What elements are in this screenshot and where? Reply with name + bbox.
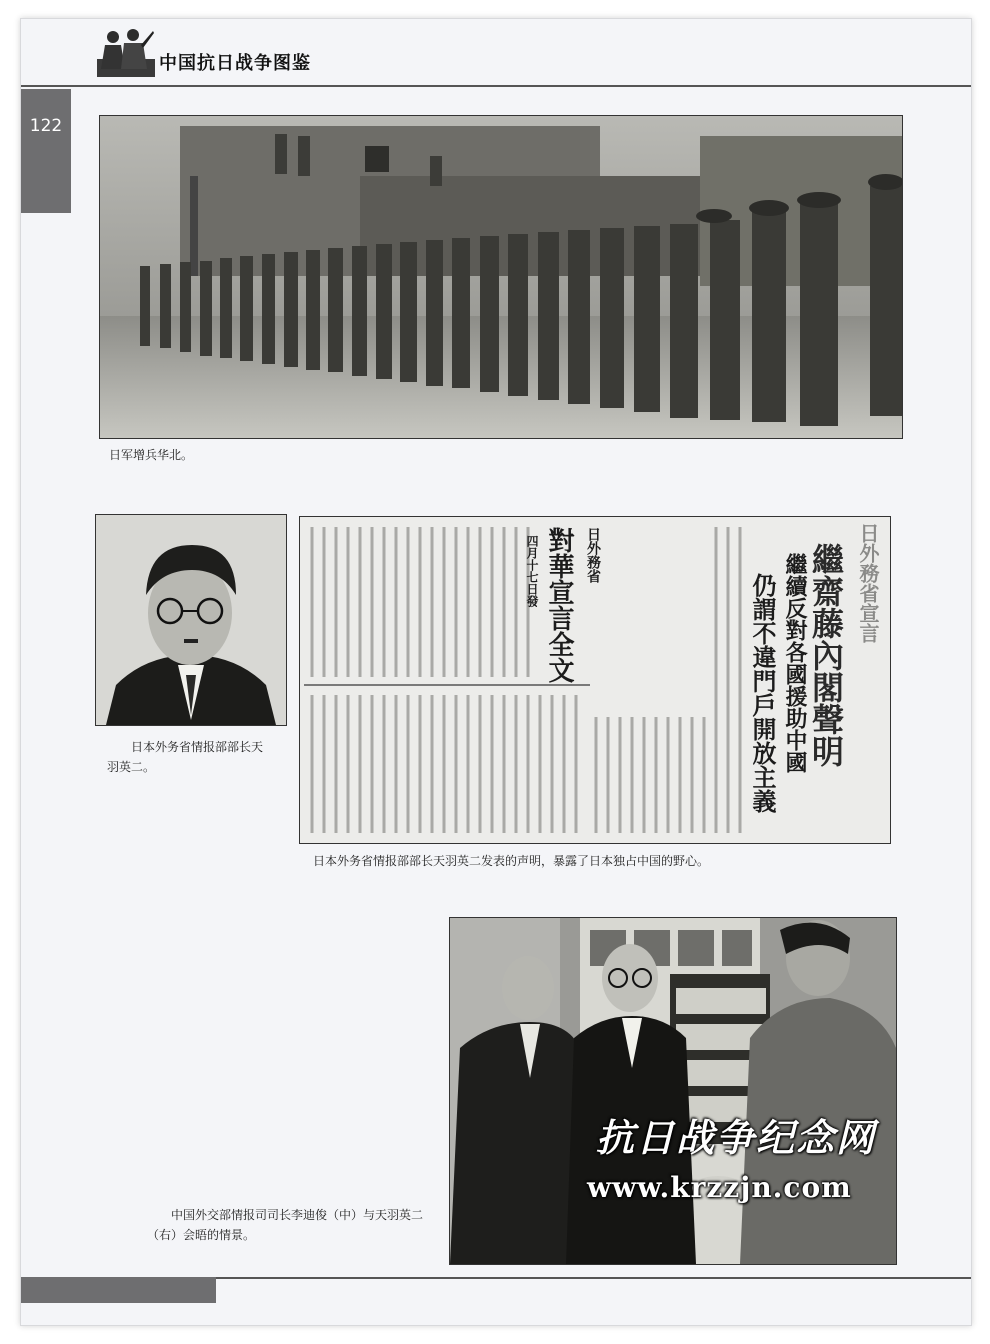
meeting-caption: 中国外交部情报司司长李迪俊（中）与天羽英二（右）会晤的情景。 bbox=[147, 1208, 424, 1242]
soldier-emblem-icon bbox=[97, 25, 155, 77]
page-header bbox=[21, 19, 971, 89]
newspaper-caption: 日本外务省情报部部长天羽英二发表的声明，暴露了日本独占中国的野心。 bbox=[313, 854, 710, 868]
portrait-caption: 日本外务省情报部部长天羽英二。 bbox=[107, 740, 264, 774]
book-title: 中国抗日战争图鉴 bbox=[159, 53, 311, 74]
troops-photo bbox=[99, 115, 903, 439]
book-page bbox=[20, 18, 972, 1326]
portrait-image bbox=[96, 515, 286, 725]
newspaper-col-1: 日外務省 bbox=[585, 527, 601, 583]
meeting-photo bbox=[449, 917, 897, 1265]
newspaper-headline-mid: 繼續反對各國援助中國 bbox=[782, 553, 808, 773]
newspaper-headline-top: 日外務省宣言 bbox=[856, 523, 880, 643]
portrait-photo bbox=[95, 514, 287, 726]
troops-caption: 日军增兵华北。 bbox=[109, 448, 194, 462]
newspaper-headline-sub: 仍謂不違門戶開放主義 bbox=[748, 573, 777, 813]
newspaper-col-3: 四月十七日發 bbox=[525, 535, 539, 607]
watermark-title: 抗日战争纪念网 bbox=[596, 1115, 877, 1160]
header-divider bbox=[21, 85, 971, 87]
page-number: 122 bbox=[29, 116, 63, 136]
meeting-image bbox=[450, 918, 896, 1264]
newspaper-col-2: 對華宣言全文 bbox=[544, 527, 574, 683]
footer-tab bbox=[21, 1277, 216, 1303]
newspaper-photo bbox=[299, 516, 891, 844]
newspaper-headline-big: 繼齋藤內閣聲明 bbox=[807, 543, 845, 767]
watermark-url: www.krzzjn.com bbox=[587, 1171, 852, 1204]
page-number-tab bbox=[21, 89, 71, 213]
troops-photo-image bbox=[100, 116, 902, 438]
